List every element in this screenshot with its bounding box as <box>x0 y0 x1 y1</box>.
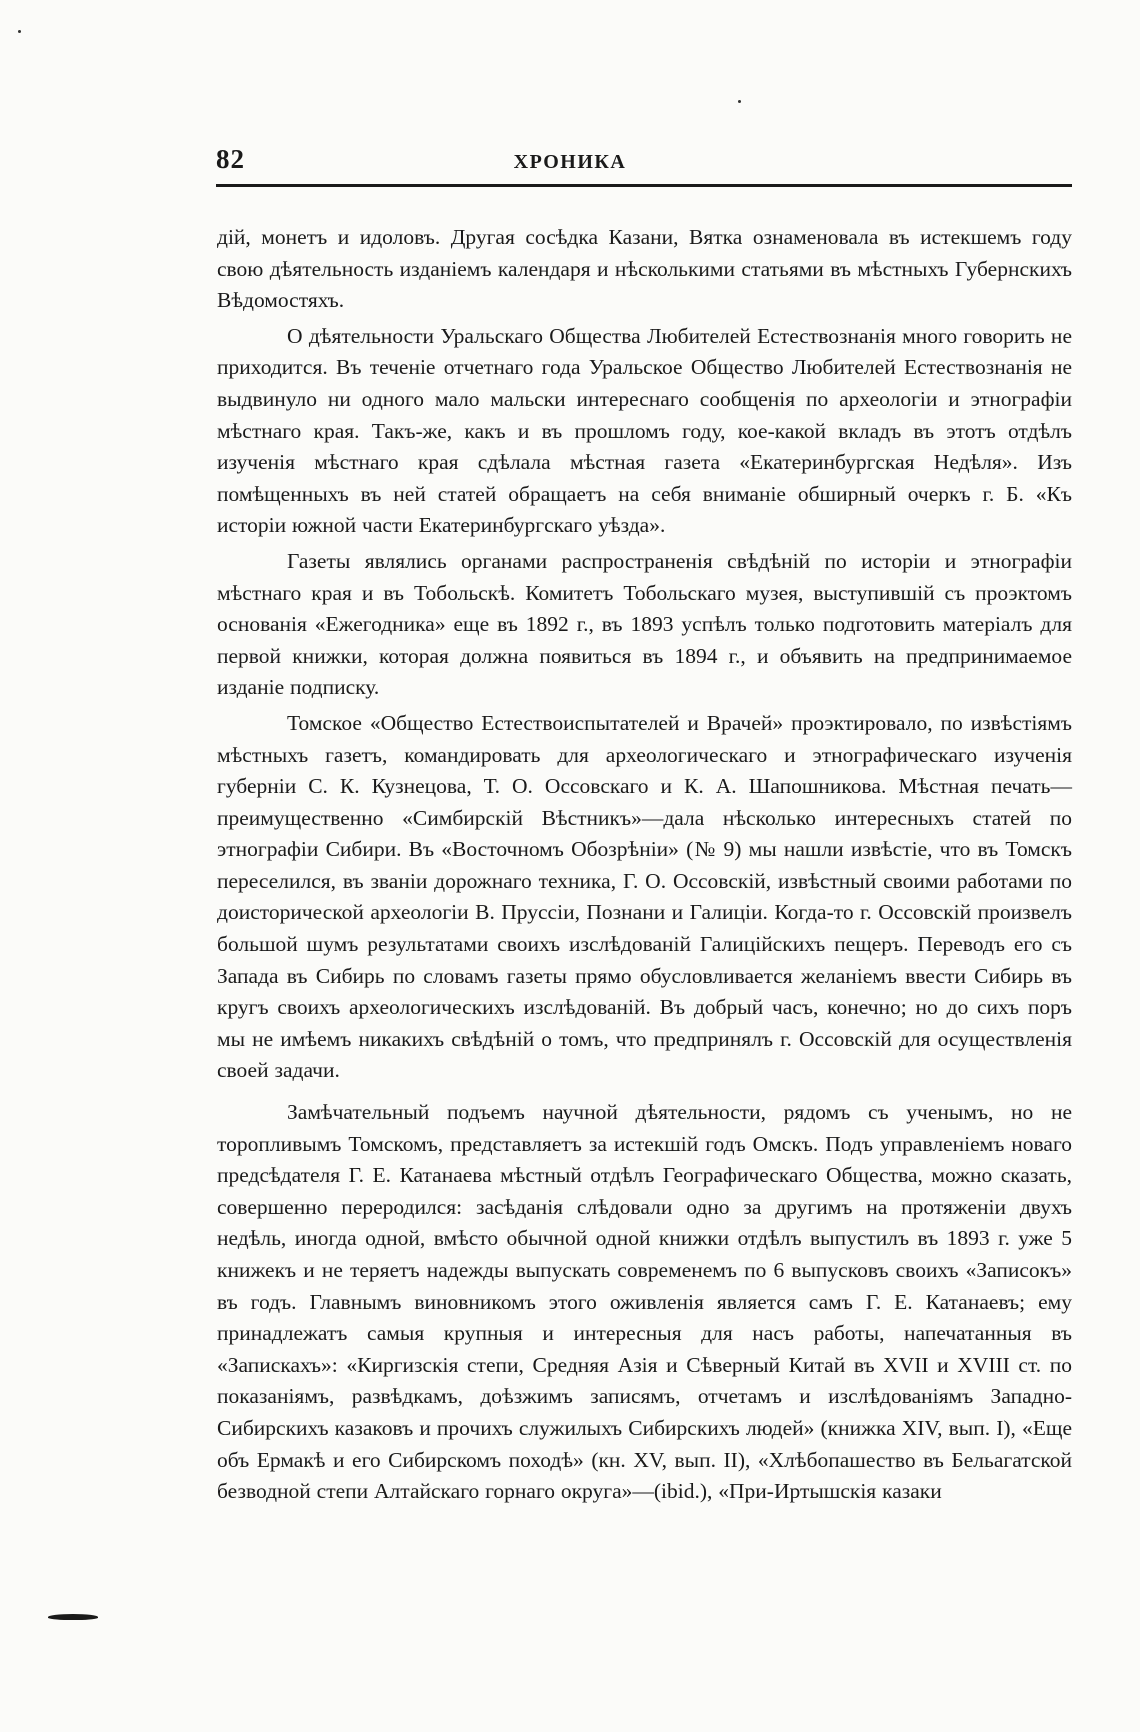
running-title: ХРОНИКА <box>513 151 627 173</box>
paragraph: Томское «Общество Естествоиспытателей и Врачей» проэктировало, по извѣстіямъ мѣстныхъ газетъ, командировать для археологическаго и этнографическаго изученія губерніи С. К. Кузнецова, Т. О. Оссовскаго и К. А. Шапошникова. Мѣстная печать—преимущественно «Симбирскій Вѣстникъ»—дала нѣсколько интересныхъ статей по этнографіи Сибири. Въ «Восточномъ Обозрѣніи» (№ 9) мы нашли извѣстіе, что въ Томскъ переселился, въ званіи дорожнаго техника, Г. О. Оссовскій, извѣстный своими работами по доисторической археологіи В. Пруссіи, Познани и Галиціи. Когда-то г. Оссовскій произвелъ большой шумъ результатами своихъ изслѣдованій Галиційскихъ пещеръ. Переводъ его съ Запада въ Сибирь по словамъ газеты прямо обусловливается желаніемъ ввести Сибирь въ кругъ своихъ археологическихъ изслѣдованій. Въ добрый часъ, конечно; но до сихъ поръ мы не имѣемъ никакихъ свѣдѣній о томъ, что предпринялъ г. Оссовскій для осуществленія своей задачи. <box>217 710 1072 1083</box>
scan-speck <box>738 100 741 103</box>
page-number: 82 <box>216 144 245 174</box>
scan-speck <box>18 30 21 33</box>
header-rule <box>216 184 1072 187</box>
paragraph: дій, монетъ и идоловъ. Другая сосѣдка Казани, Вятка ознаменовала въ истекшемъ году свою дѣятельность изданіемъ календаря и нѣсколькими статьями въ мѣстныхъ Губернскихъ Вѣдомостяхъ. <box>217 225 1072 313</box>
paragraph: О дѣятельности Уральскаго Общества Любителей Естествознанія много говорить не приходится. Въ теченіе отчетнаго года Уральское Общество Любителей Естествознанія не выдвинуло ни одного мало мальски интереснаго сообщенія по археологіи и этнографіи мѣстнаго края. Такъ-же, какъ и въ прошломъ году, кое-какой вкладъ въ этотъ отдѣлъ изученія мѣстнаго края сдѣлала мѣстная газета «Екатеринбургская Недѣля». Изъ помѣщенныхъ въ ней статей обращаетъ на себя вниманіе обширный очеркъ г. Б. «Къ исторіи южной части Екатеринбургскаго уѣзда». <box>217 323 1072 538</box>
margin-mark <box>48 1614 98 1620</box>
paragraph: Газеты являлись органами распространенія свѣдѣній по исторіи и этнографіи мѣстнаго края и въ Тобольскѣ. Комитетъ Тобольскаго музея, выступившій съ проэктомъ основанія «Ежегодника» еще въ 1892 г., въ 1893 успѣлъ только подготовить матеріалъ для первой книжки, которая должна появиться въ 1894 г., и объявить на предпринимаемое изданіе подписку. <box>217 548 1072 700</box>
body-text <box>217 222 1072 1512</box>
paragraph: Замѣчательный подъемъ научной дѣятельности, рядомъ съ ученымъ, но не торопливымъ Томскомъ, представляетъ за истекшій годъ Омскъ. Подъ управленіемъ новаго предсѣдателя Г. Е. Катанаева мѣстный отдѣлъ Географическаго Общества, можно сказать, совершенно переродился: засѣданія слѣдовали одно за другимъ на протяженіи двухъ недѣль, иногда одной, вмѣсто обычной одной книжки отдѣлъ выпустилъ въ 1893 г. уже 5 книжекъ и не теряетъ надежды выпускать современемъ по 6 выпусковъ своихъ «Записокъ» въ годъ. Главнымъ виновникомъ этого оживленія является самъ Г. Е. Катанаевъ; ему принадлежатъ самыя крупныя и интересныя для насъ работы, напечатанныя въ «Запискахъ»: «Киргизскія степи, Средняя Азія и Сѣверный Китай въ XVII и XVIII ст. по показаніямъ, развѣдкамъ, доѣзжимъ записямъ, отчетамъ и изслѣдованіямъ Западно-Сибирскихъ казаковъ и прочихъ служилыхъ Сибирскихъ людей» (книжка XIV, вып. I), «Еще объ Ермакѣ и его Сибирскомъ походѣ» (кн. XV, вып. II), «Хлѣбопашество въ Бельагатской безводной степи Алтайскаго горнаго округа»—(ibid.), «При-Иртышскія казаки <box>217 1100 1072 1504</box>
